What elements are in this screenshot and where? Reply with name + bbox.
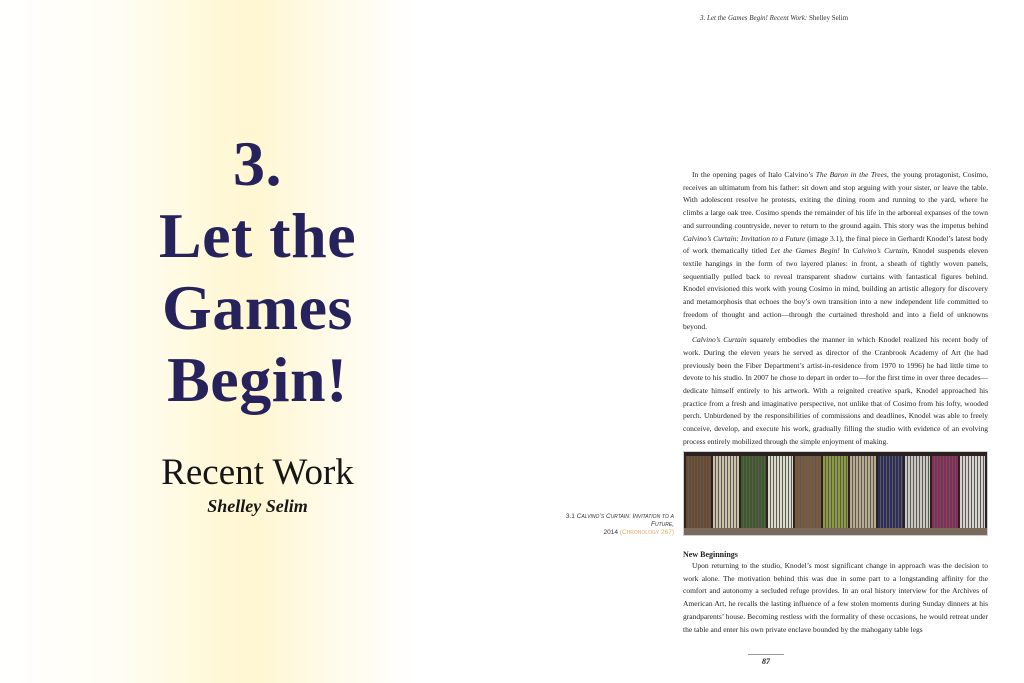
author-name: Shelley Selim (207, 496, 308, 516)
textile-panel (713, 456, 738, 528)
figure-caption (560, 513, 674, 537)
textile-panel (932, 456, 957, 528)
figure-floor (684, 528, 987, 535)
section-heading: New Beginnings (683, 550, 738, 559)
paragraph-2 (683, 334, 988, 448)
text-run: Calvino’s Curtain (692, 335, 747, 345)
text-run: Calvino’s Curtain: Invitation to a Future (683, 233, 806, 243)
chapter-subtitle: Recent Work (161, 452, 354, 493)
chapter-title-line-1: Let the (158, 200, 357, 271)
section-new-beginnings (683, 549, 988, 636)
textile-panel (741, 456, 766, 528)
running-head-italic: 3. Let the Games Begin! Recent Work: (700, 14, 808, 22)
text-run: squarely embodies the manner in which Knodel realized his recent body of work. During the eleven years he served as director of the Cranbrook Academy of Art (he had previously been the Fiber Department’s artist-in-residence from 1970 to 1996) he had little time to devote to his studio. In 2007 he chose to depart in order to—for the first time in over three decades—dedicate himself entirely to his artwork. With a reignited creative spark, Knodel approached his practice from a fresh and imaginative perspective, not unlike that of Cosimo from his lofty, wooded perch. Unburdened by the responsibilities of commissions and deadlines, Knodel was able to freely conceive, develop, and execute his work, gradually filling the studio with evidence of an evolving process entirely mobilized through the simple enjoyment of making. (683, 335, 989, 446)
text-run: , the young protagonist, Cosimo, receives an ultimatum from his father: sit down and stop arguing with your sister, or leave the table. With adolescent resolve he protests, exiting the dining room and running to the yard, where he climbs a large oak tree. Cosimo spends the remainder of his life in the arboreal expanses of the town and surrounding countryside, never to return to the ground again. This story was the impetus behind (683, 170, 988, 230)
text-run: In (839, 246, 853, 256)
article-body (683, 169, 988, 448)
text-run: Let the Games Begin! (770, 246, 840, 256)
textile-panel (960, 456, 985, 528)
figure-calvinos-curtain (683, 451, 988, 536)
running-head (700, 14, 850, 22)
textile-panel (768, 456, 793, 528)
text-run: (image 3.1), the final piece in Gerhardt Knodel’s latest body of work thematically titled (683, 233, 988, 256)
caption-year: 2014 (603, 529, 620, 536)
textile-panel (878, 456, 903, 528)
paragraph-1 (683, 169, 988, 334)
caption-chronology-link[interactable]: (Chronology 267) (619, 529, 674, 536)
textile-panel (850, 456, 875, 528)
textile-panel (905, 456, 930, 528)
text-run: In the opening pages of Italo Calvino’s (692, 170, 816, 179)
chapter-title (130, 128, 385, 416)
section-paragraph: Upon returning to the studio, Knodel’s most significant change in approach was the decision to work alone. The motivation behind this was due in some part to a longstanding affinity for the comfort and autonomy a secluded refuge provides. In an oral history interview for the Archives of American Art, he recalls the lasting influence of a few stolen moments during Sunday dinners at his grandparents’ house. Becoming restless with the formality of these occasions, he would retreat under the table and enter his own private enclave bounded by the mahogany table legs (683, 561, 988, 634)
caption-title: Calvino’s Curtain: Invitation to a Future, (576, 513, 674, 528)
chapter-title-number: 3. (233, 128, 282, 199)
text-run: Calvino’s Curtain (852, 246, 908, 256)
page-number: 87 (762, 657, 770, 666)
textile-panel (795, 456, 820, 528)
textile-panel (686, 456, 711, 528)
text-run: The Baron in the Trees (815, 170, 887, 179)
textile-panel (823, 456, 848, 528)
caption-number: 3.1 (565, 513, 577, 520)
chapter-title-line-3: Begin! (167, 344, 348, 415)
chapter-title-line-2: Games (162, 272, 353, 343)
page-number-rule (748, 654, 784, 655)
text-run: , Knodel suspends eleven textile hangings in the form of two layered planes: in front, a sheath of tightly woven panels, sequentially pulled back to reveal transparent shadow curtains with fantastical figures behind. Knodel envisioned this work with young Cosimo in mind, building an artistic allegory for discovery and metamorphosis that echoes the boy’s own transition into a new independent life committed to freedom of thought and action—through the curtained threshold and into a field of unknowns beyond. (683, 246, 988, 332)
running-head-author: Shelley Selim (807, 14, 849, 22)
